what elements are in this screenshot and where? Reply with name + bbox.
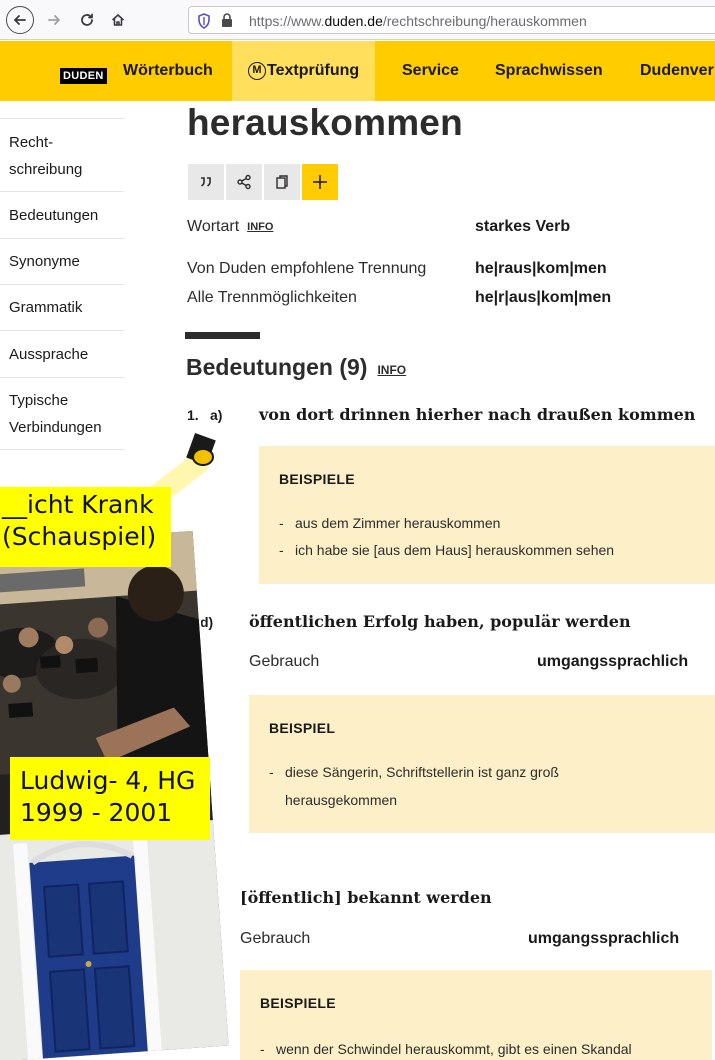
arrow-left-icon <box>12 12 28 28</box>
reload-icon <box>79 12 95 28</box>
usage-value: umgangssprachlich <box>528 930 680 947</box>
share-icon <box>236 174 252 190</box>
nav-textpruefung[interactable] <box>232 41 375 101</box>
examples-box <box>240 970 712 1060</box>
section-divider <box>185 332 260 339</box>
alle-trennmoeglichkeiten-value: he|r|aus|kom|men <box>475 289 612 306</box>
back-button[interactable] <box>6 6 34 34</box>
example-item: - ich habe sie [aus dem Haus] herauskommen sehen <box>279 542 615 558</box>
nav-service[interactable]: Service <box>402 62 459 79</box>
duden-logo[interactable]: DUDEN <box>60 68 107 84</box>
home-icon <box>110 12 126 28</box>
caption-role-line1: __icht Krank <box>2 490 154 519</box>
meaning-text: von dort drinnen hierher nach draußen kommen <box>259 405 696 424</box>
browser-toolbar <box>0 0 715 40</box>
page-title: herauskommen <box>187 102 463 143</box>
plus-icon <box>312 174 328 190</box>
share-button[interactable] <box>226 164 262 200</box>
caption-role <box>0 487 171 567</box>
example-item: - wenn der Schwindel herauskommt, gibt es einen Skandal <box>260 1041 632 1057</box>
sidebar-item-synonyme[interactable]: Synonyme <box>0 238 124 284</box>
nav-sprachwissen[interactable]: Sprachwissen <box>495 62 603 79</box>
example-item-continued: herausgekommen <box>285 792 398 808</box>
caption-school-line2: 1999 - 2001 <box>20 798 173 827</box>
examples-box <box>249 695 715 833</box>
example-item: - diese Sängerin, Schriftstellerin ist ganz groß <box>269 764 559 780</box>
sidebar-item-grammatik[interactable]: Grammatik <box>0 284 124 330</box>
meanings-info-link[interactable]: INFO <box>377 363 407 377</box>
nav-dudenverlag[interactable]: Dudenver <box>640 62 714 79</box>
meaning-letter: d) <box>200 614 214 630</box>
example-item: - aus dem Zimmer herauskommen <box>279 515 501 531</box>
alle-trennmoeglichkeiten-label: Alle Trennmöglichkeiten <box>187 289 357 306</box>
nav-woerterbuch[interactable]: Wörterbuch <box>123 62 213 79</box>
trennung-label: Von Duden empfohlene Trennung <box>187 260 427 277</box>
caption-school <box>10 757 210 840</box>
quote-icon <box>199 176 213 188</box>
copy-button[interactable] <box>264 164 300 200</box>
meanings-heading: Bedeutungen (9) INFO <box>186 354 407 380</box>
meaning-text: öffentlichen Erfolg haben, populär werden <box>249 612 631 631</box>
lock-icon[interactable] <box>221 13 233 28</box>
meaning-letter: a) <box>210 407 223 423</box>
sidebar-item-bedeutungen[interactable]: Bedeutungen <box>0 191 124 238</box>
usage-label: Gebrauch <box>249 653 320 670</box>
sidebar-item-rechtschreibung[interactable]: Recht- schreibung <box>0 118 124 191</box>
examples-heading: BEISPIELE <box>279 471 355 487</box>
reload-button[interactable] <box>73 6 101 34</box>
examples-heading: BEISPIEL <box>269 720 336 736</box>
trennung-value: he|raus|kom|men <box>475 260 607 277</box>
cite-button[interactable] <box>188 164 224 200</box>
wortart-info-link[interactable]: INFO <box>247 221 274 233</box>
wortart-value: starkes Verb <box>475 218 571 235</box>
arrow-right-icon <box>46 12 62 28</box>
usage-label: Gebrauch <box>240 930 311 947</box>
url-text[interactable]: https://www.duden.de/rechtschreibung/herauskommen <box>249 13 587 29</box>
main-navigation <box>0 41 715 101</box>
meaning-text: [öffentlich] bekannt werden <box>240 888 492 907</box>
sidebar-item-aussprache[interactable]: Aussprache <box>0 330 124 377</box>
url-bar[interactable] <box>188 6 715 34</box>
mentor-icon: M <box>248 62 266 80</box>
examples-box <box>259 446 715 584</box>
meaning-number: 1. <box>187 407 199 423</box>
home-button[interactable] <box>104 6 132 34</box>
add-button[interactable] <box>302 164 338 200</box>
wortart-label: Wortart INFO <box>187 218 274 235</box>
sidebar-item-typische-verbindungen[interactable]: Typische Verbindungen <box>0 377 124 450</box>
caption-school-line1: Ludwig- 4, HG <box>20 766 196 795</box>
examples-heading: BEISPIELE <box>260 995 336 1011</box>
nav-textpruefung-label: Textprüfung <box>267 62 360 79</box>
forward-button[interactable] <box>40 6 68 34</box>
shield-icon[interactable] <box>197 13 211 29</box>
caption-role-line2: (Schauspiel) <box>2 522 157 551</box>
usage-value: umgangssprachlich <box>537 653 689 670</box>
copy-icon <box>275 174 289 190</box>
